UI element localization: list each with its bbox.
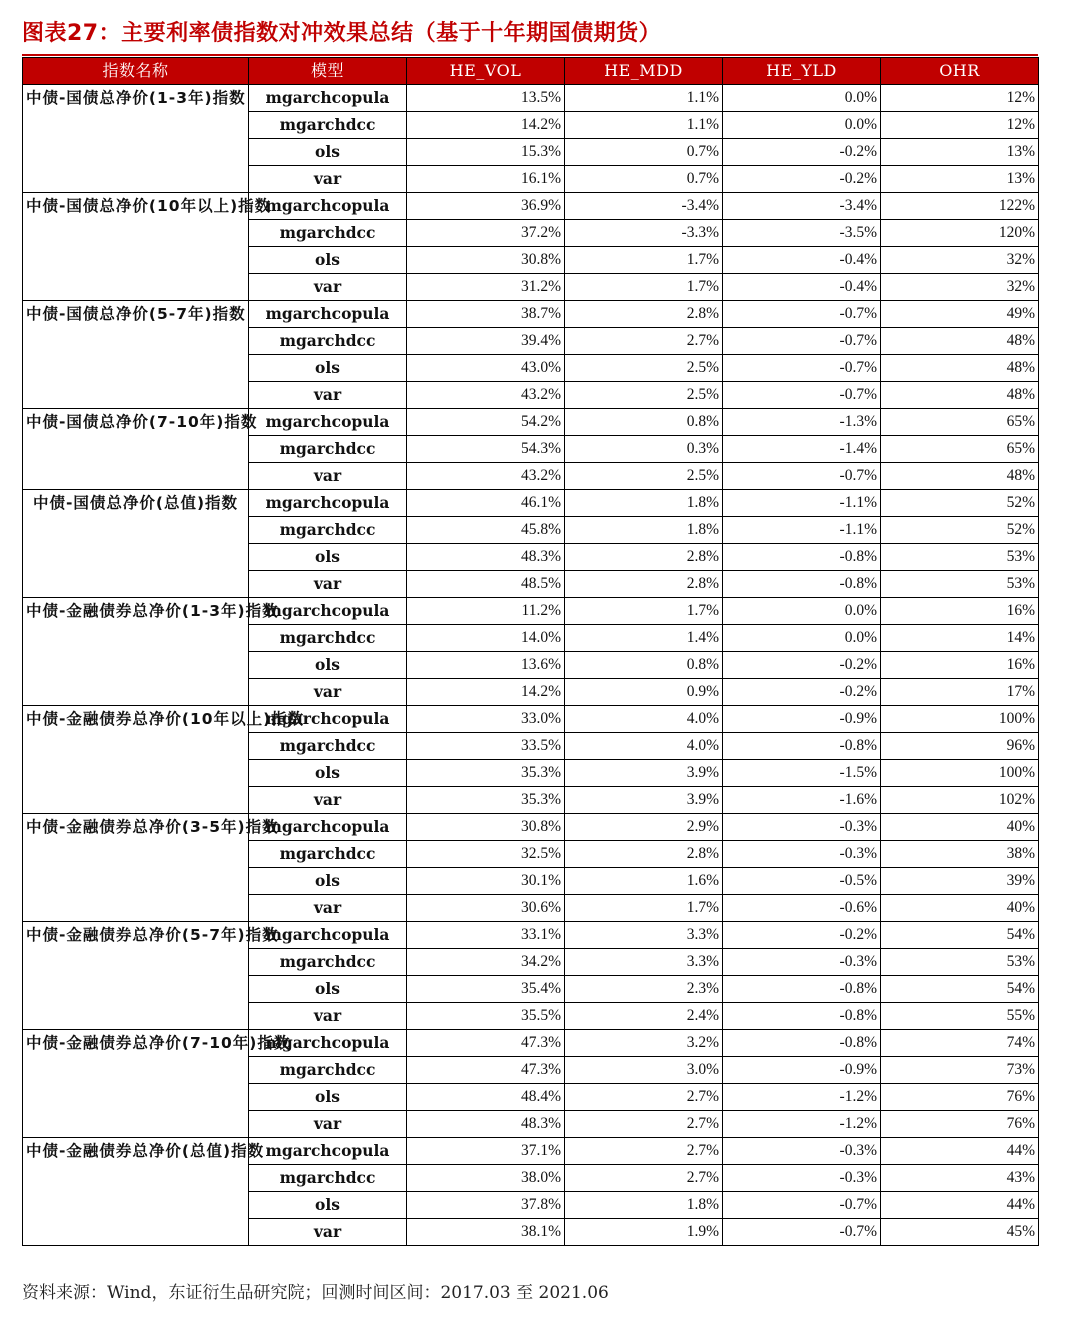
he-mdd-cell: 2.5% bbox=[565, 382, 723, 409]
he-mdd-cell: 0.9% bbox=[565, 679, 723, 706]
he-yld-cell: -0.5% bbox=[723, 868, 881, 895]
he-vol-cell: 48.3% bbox=[407, 1111, 565, 1138]
ohr-cell: 38% bbox=[881, 841, 1039, 868]
index-name-cell: 中债-国债总净价(7-10年)指数 bbox=[23, 409, 249, 490]
he-yld-cell: -0.2% bbox=[723, 652, 881, 679]
he-vol-cell: 35.4% bbox=[407, 976, 565, 1003]
model-cell: mgarchdcc bbox=[249, 112, 407, 139]
he-vol-cell: 14.0% bbox=[407, 625, 565, 652]
he-mdd-cell: 0.8% bbox=[565, 652, 723, 679]
he-yld-cell: -0.3% bbox=[723, 1165, 881, 1192]
he-vol-cell: 37.2% bbox=[407, 220, 565, 247]
ohr-cell: 40% bbox=[881, 895, 1039, 922]
he-vol-cell: 48.3% bbox=[407, 544, 565, 571]
he-vol-cell: 15.3% bbox=[407, 139, 565, 166]
he-yld-cell: -1.1% bbox=[723, 490, 881, 517]
he-vol-cell: 33.5% bbox=[407, 733, 565, 760]
he-yld-cell: -0.8% bbox=[723, 733, 881, 760]
model-cell: mgarchcopula bbox=[249, 598, 407, 625]
he-yld-cell: -0.7% bbox=[723, 328, 881, 355]
he-vol-cell: 14.2% bbox=[407, 679, 565, 706]
he-vol-cell: 34.2% bbox=[407, 949, 565, 976]
model-cell: ols bbox=[249, 544, 407, 571]
he-vol-cell: 36.9% bbox=[407, 193, 565, 220]
table-row bbox=[23, 85, 1039, 112]
he-yld-cell: -0.7% bbox=[723, 463, 881, 490]
he-mdd-cell: 0.7% bbox=[565, 139, 723, 166]
he-vol-cell: 33.0% bbox=[407, 706, 565, 733]
header-he-vol: HE_VOL bbox=[407, 58, 565, 85]
ohr-cell: 14% bbox=[881, 625, 1039, 652]
he-vol-cell: 37.1% bbox=[407, 1138, 565, 1165]
he-mdd-cell: 1.7% bbox=[565, 247, 723, 274]
table-body bbox=[23, 85, 1039, 1246]
he-mdd-cell: 2.9% bbox=[565, 814, 723, 841]
ohr-cell: 12% bbox=[881, 112, 1039, 139]
he-yld-cell: -0.7% bbox=[723, 1192, 881, 1219]
he-vol-cell: 30.6% bbox=[407, 895, 565, 922]
model-cell: mgarchdcc bbox=[249, 328, 407, 355]
ohr-cell: 52% bbox=[881, 490, 1039, 517]
ohr-cell: 12% bbox=[881, 85, 1039, 112]
ohr-cell: 48% bbox=[881, 328, 1039, 355]
he-yld-cell: -0.8% bbox=[723, 1003, 881, 1030]
he-mdd-cell: 1.8% bbox=[565, 490, 723, 517]
index-name-cell: 中债-国债总净价(总值)指数 bbox=[23, 490, 249, 598]
ohr-cell: 73% bbox=[881, 1057, 1039, 1084]
model-cell: ols bbox=[249, 760, 407, 787]
model-cell: ols bbox=[249, 247, 407, 274]
model-cell: var bbox=[249, 1219, 407, 1246]
ohr-cell: 120% bbox=[881, 220, 1039, 247]
he-mdd-cell: 4.0% bbox=[565, 733, 723, 760]
source-note: 资料来源：Wind，东证衍生品研究院；回测时间区间：2017.03 至 2021.06 bbox=[22, 1283, 609, 1303]
model-cell: ols bbox=[249, 1192, 407, 1219]
table-row bbox=[23, 193, 1039, 220]
model-cell: ols bbox=[249, 355, 407, 382]
he-yld-cell: -3.4% bbox=[723, 193, 881, 220]
he-vol-cell: 45.8% bbox=[407, 517, 565, 544]
model-cell: ols bbox=[249, 652, 407, 679]
he-vol-cell: 38.7% bbox=[407, 301, 565, 328]
ohr-cell: 40% bbox=[881, 814, 1039, 841]
model-cell: var bbox=[249, 571, 407, 598]
model-cell: var bbox=[249, 1111, 407, 1138]
he-vol-cell: 33.1% bbox=[407, 922, 565, 949]
model-cell: mgarchcopula bbox=[249, 409, 407, 436]
model-cell: ols bbox=[249, 868, 407, 895]
model-cell: mgarchdcc bbox=[249, 841, 407, 868]
model-cell: var bbox=[249, 895, 407, 922]
ohr-cell: 16% bbox=[881, 652, 1039, 679]
ohr-cell: 48% bbox=[881, 355, 1039, 382]
he-vol-cell: 31.2% bbox=[407, 274, 565, 301]
he-mdd-cell: 1.7% bbox=[565, 895, 723, 922]
he-vol-cell: 35.5% bbox=[407, 1003, 565, 1030]
he-mdd-cell: 2.4% bbox=[565, 1003, 723, 1030]
he-vol-cell: 14.2% bbox=[407, 112, 565, 139]
model-cell: mgarchdcc bbox=[249, 733, 407, 760]
index-name-cell: 中债-金融债券总净价(7-10年)指数 bbox=[23, 1030, 249, 1138]
ohr-cell: 65% bbox=[881, 436, 1039, 463]
he-yld-cell: 0.0% bbox=[723, 112, 881, 139]
he-mdd-cell: 3.0% bbox=[565, 1057, 723, 1084]
he-vol-cell: 38.0% bbox=[407, 1165, 565, 1192]
table-row bbox=[23, 1138, 1039, 1165]
ohr-cell: 54% bbox=[881, 922, 1039, 949]
he-yld-cell: -1.2% bbox=[723, 1084, 881, 1111]
header-ohr: OHR bbox=[881, 58, 1039, 85]
he-yld-cell: -1.5% bbox=[723, 760, 881, 787]
model-cell: mgarchcopula bbox=[249, 301, 407, 328]
he-yld-cell: -1.4% bbox=[723, 436, 881, 463]
ohr-cell: 13% bbox=[881, 139, 1039, 166]
ohr-cell: 122% bbox=[881, 193, 1039, 220]
he-yld-cell: -0.7% bbox=[723, 301, 881, 328]
he-yld-cell: -0.3% bbox=[723, 841, 881, 868]
model-cell: ols bbox=[249, 1084, 407, 1111]
model-cell: mgarchcopula bbox=[249, 85, 407, 112]
ohr-cell: 17% bbox=[881, 679, 1039, 706]
he-mdd-cell: -3.4% bbox=[565, 193, 723, 220]
model-cell: mgarchcopula bbox=[249, 1030, 407, 1057]
he-yld-cell: -0.2% bbox=[723, 166, 881, 193]
model-cell: mgarchcopula bbox=[249, 814, 407, 841]
he-vol-cell: 30.8% bbox=[407, 247, 565, 274]
ohr-cell: 102% bbox=[881, 787, 1039, 814]
model-cell: var bbox=[249, 382, 407, 409]
he-mdd-cell: 1.8% bbox=[565, 517, 723, 544]
he-mdd-cell: 3.9% bbox=[565, 760, 723, 787]
he-vol-cell: 43.2% bbox=[407, 463, 565, 490]
he-mdd-cell: 0.8% bbox=[565, 409, 723, 436]
model-cell: mgarchdcc bbox=[249, 949, 407, 976]
he-yld-cell: -0.3% bbox=[723, 1138, 881, 1165]
model-cell: var bbox=[249, 274, 407, 301]
model-cell: mgarchdcc bbox=[249, 220, 407, 247]
he-yld-cell: -0.4% bbox=[723, 274, 881, 301]
he-mdd-cell: 1.7% bbox=[565, 598, 723, 625]
he-yld-cell: -0.2% bbox=[723, 679, 881, 706]
model-cell: mgarchdcc bbox=[249, 517, 407, 544]
index-name-cell: 中债-金融债券总净价(1-3年)指数 bbox=[23, 598, 249, 706]
he-yld-cell: -0.8% bbox=[723, 1030, 881, 1057]
he-yld-cell: -0.9% bbox=[723, 706, 881, 733]
he-yld-cell: -0.6% bbox=[723, 895, 881, 922]
he-mdd-cell: 2.7% bbox=[565, 1165, 723, 1192]
he-mdd-cell: 3.3% bbox=[565, 922, 723, 949]
ohr-cell: 48% bbox=[881, 382, 1039, 409]
index-name-cell: 中债-金融债券总净价(5-7年)指数 bbox=[23, 922, 249, 1030]
ohr-cell: 53% bbox=[881, 544, 1039, 571]
he-mdd-cell: 2.5% bbox=[565, 355, 723, 382]
ohr-cell: 52% bbox=[881, 517, 1039, 544]
model-cell: mgarchcopula bbox=[249, 706, 407, 733]
ohr-cell: 100% bbox=[881, 706, 1039, 733]
he-yld-cell: -0.4% bbox=[723, 247, 881, 274]
he-mdd-cell: 0.3% bbox=[565, 436, 723, 463]
he-yld-cell: 0.0% bbox=[723, 625, 881, 652]
he-yld-cell: -0.7% bbox=[723, 355, 881, 382]
he-vol-cell: 35.3% bbox=[407, 787, 565, 814]
index-name-cell: 中债-金融债券总净价(10年以上)指数 bbox=[23, 706, 249, 814]
ohr-cell: 48% bbox=[881, 463, 1039, 490]
table-row bbox=[23, 301, 1039, 328]
he-yld-cell: 0.0% bbox=[723, 598, 881, 625]
ohr-cell: 74% bbox=[881, 1030, 1039, 1057]
figure-title: 图表27：主要利率债指数对冲效果总结（基于十年期国债期货） bbox=[22, 21, 662, 46]
he-vol-cell: 30.1% bbox=[407, 868, 565, 895]
ohr-cell: 44% bbox=[881, 1138, 1039, 1165]
ohr-cell: 43% bbox=[881, 1165, 1039, 1192]
he-yld-cell: -1.6% bbox=[723, 787, 881, 814]
he-vol-cell: 38.1% bbox=[407, 1219, 565, 1246]
model-cell: var bbox=[249, 679, 407, 706]
he-vol-cell: 48.5% bbox=[407, 571, 565, 598]
he-mdd-cell: 2.8% bbox=[565, 301, 723, 328]
ohr-cell: 96% bbox=[881, 733, 1039, 760]
index-name-cell: 中债-国债总净价(5-7年)指数 bbox=[23, 301, 249, 409]
table-row bbox=[23, 706, 1039, 733]
index-name-cell: 中债-金融债券总净价(总值)指数 bbox=[23, 1138, 249, 1246]
he-mdd-cell: 1.6% bbox=[565, 868, 723, 895]
he-vol-cell: 54.3% bbox=[407, 436, 565, 463]
model-cell: mgarchcopula bbox=[249, 193, 407, 220]
ohr-cell: 65% bbox=[881, 409, 1039, 436]
he-vol-cell: 46.1% bbox=[407, 490, 565, 517]
he-mdd-cell: 1.7% bbox=[565, 274, 723, 301]
he-vol-cell: 54.2% bbox=[407, 409, 565, 436]
he-mdd-cell: 2.8% bbox=[565, 571, 723, 598]
model-cell: ols bbox=[249, 976, 407, 1003]
he-vol-cell: 39.4% bbox=[407, 328, 565, 355]
he-mdd-cell: 3.9% bbox=[565, 787, 723, 814]
table-row bbox=[23, 814, 1039, 841]
he-vol-cell: 13.6% bbox=[407, 652, 565, 679]
model-cell: mgarchdcc bbox=[249, 1165, 407, 1192]
table-row bbox=[23, 490, 1039, 517]
he-mdd-cell: 1.4% bbox=[565, 625, 723, 652]
he-mdd-cell: 2.7% bbox=[565, 1084, 723, 1111]
he-mdd-cell: 3.3% bbox=[565, 949, 723, 976]
model-cell: var bbox=[249, 1003, 407, 1030]
he-vol-cell: 30.8% bbox=[407, 814, 565, 841]
header-he-yld: HE_YLD bbox=[723, 58, 881, 85]
he-mdd-cell: 2.3% bbox=[565, 976, 723, 1003]
he-mdd-cell: 2.7% bbox=[565, 328, 723, 355]
he-yld-cell: -0.9% bbox=[723, 1057, 881, 1084]
ohr-cell: 39% bbox=[881, 868, 1039, 895]
he-mdd-cell: 1.9% bbox=[565, 1219, 723, 1246]
ohr-cell: 45% bbox=[881, 1219, 1039, 1246]
he-yld-cell: -0.3% bbox=[723, 814, 881, 841]
ohr-cell: 32% bbox=[881, 274, 1039, 301]
ohr-cell: 44% bbox=[881, 1192, 1039, 1219]
he-yld-cell: -0.2% bbox=[723, 139, 881, 166]
header-row bbox=[23, 58, 1039, 85]
table-row bbox=[23, 1030, 1039, 1057]
he-mdd-cell: 1.1% bbox=[565, 112, 723, 139]
he-yld-cell: -0.2% bbox=[723, 922, 881, 949]
model-cell: mgarchcopula bbox=[249, 1138, 407, 1165]
he-mdd-cell: 2.7% bbox=[565, 1111, 723, 1138]
he-mdd-cell: 2.8% bbox=[565, 544, 723, 571]
he-yld-cell: -0.7% bbox=[723, 1219, 881, 1246]
header-he-mdd: HE_MDD bbox=[565, 58, 723, 85]
model-cell: ols bbox=[249, 139, 407, 166]
title-rule bbox=[22, 54, 1038, 56]
ohr-cell: 49% bbox=[881, 301, 1039, 328]
he-yld-cell: -1.2% bbox=[723, 1111, 881, 1138]
ohr-cell: 76% bbox=[881, 1111, 1039, 1138]
ohr-cell: 55% bbox=[881, 1003, 1039, 1030]
header-model: 模型 bbox=[249, 58, 407, 85]
he-mdd-cell: 3.2% bbox=[565, 1030, 723, 1057]
he-vol-cell: 11.2% bbox=[407, 598, 565, 625]
he-vol-cell: 13.5% bbox=[407, 85, 565, 112]
ohr-cell: 100% bbox=[881, 760, 1039, 787]
he-mdd-cell: -3.3% bbox=[565, 220, 723, 247]
model-cell: var bbox=[249, 787, 407, 814]
ohr-cell: 16% bbox=[881, 598, 1039, 625]
model-cell: mgarchcopula bbox=[249, 490, 407, 517]
he-yld-cell: -0.8% bbox=[723, 976, 881, 1003]
he-yld-cell: -1.1% bbox=[723, 517, 881, 544]
index-name-cell: 中债-国债总净价(1-3年)指数 bbox=[23, 85, 249, 193]
he-yld-cell: -1.3% bbox=[723, 409, 881, 436]
he-yld-cell: -3.5% bbox=[723, 220, 881, 247]
hedge-summary-table bbox=[22, 57, 1039, 1246]
header-index-name: 指数名称 bbox=[23, 58, 249, 85]
ohr-cell: 32% bbox=[881, 247, 1039, 274]
model-cell: mgarchdcc bbox=[249, 625, 407, 652]
index-name-cell: 中债-金融债券总净价(3-5年)指数 bbox=[23, 814, 249, 922]
table-row bbox=[23, 598, 1039, 625]
he-vol-cell: 35.3% bbox=[407, 760, 565, 787]
he-vol-cell: 47.3% bbox=[407, 1030, 565, 1057]
he-mdd-cell: 0.7% bbox=[565, 166, 723, 193]
index-name-cell: 中债-国债总净价(10年以上)指数 bbox=[23, 193, 249, 301]
ohr-cell: 54% bbox=[881, 976, 1039, 1003]
ohr-cell: 53% bbox=[881, 949, 1039, 976]
he-mdd-cell: 2.8% bbox=[565, 841, 723, 868]
ohr-cell: 13% bbox=[881, 166, 1039, 193]
he-vol-cell: 43.0% bbox=[407, 355, 565, 382]
he-yld-cell: -0.8% bbox=[723, 571, 881, 598]
he-yld-cell: -0.3% bbox=[723, 949, 881, 976]
he-mdd-cell: 1.8% bbox=[565, 1192, 723, 1219]
table-row bbox=[23, 922, 1039, 949]
he-vol-cell: 37.8% bbox=[407, 1192, 565, 1219]
model-cell: var bbox=[249, 463, 407, 490]
he-vol-cell: 32.5% bbox=[407, 841, 565, 868]
model-cell: mgarchcopula bbox=[249, 922, 407, 949]
he-vol-cell: 16.1% bbox=[407, 166, 565, 193]
he-mdd-cell: 2.5% bbox=[565, 463, 723, 490]
he-yld-cell: -0.8% bbox=[723, 544, 881, 571]
he-yld-cell: -0.7% bbox=[723, 382, 881, 409]
he-mdd-cell: 2.7% bbox=[565, 1138, 723, 1165]
he-yld-cell: 0.0% bbox=[723, 85, 881, 112]
ohr-cell: 76% bbox=[881, 1084, 1039, 1111]
he-vol-cell: 48.4% bbox=[407, 1084, 565, 1111]
model-cell: mgarchdcc bbox=[249, 1057, 407, 1084]
he-vol-cell: 43.2% bbox=[407, 382, 565, 409]
he-mdd-cell: 4.0% bbox=[565, 706, 723, 733]
table-row bbox=[23, 409, 1039, 436]
model-cell: var bbox=[249, 166, 407, 193]
he-mdd-cell: 1.1% bbox=[565, 85, 723, 112]
he-vol-cell: 47.3% bbox=[407, 1057, 565, 1084]
ohr-cell: 53% bbox=[881, 571, 1039, 598]
model-cell: mgarchdcc bbox=[249, 436, 407, 463]
